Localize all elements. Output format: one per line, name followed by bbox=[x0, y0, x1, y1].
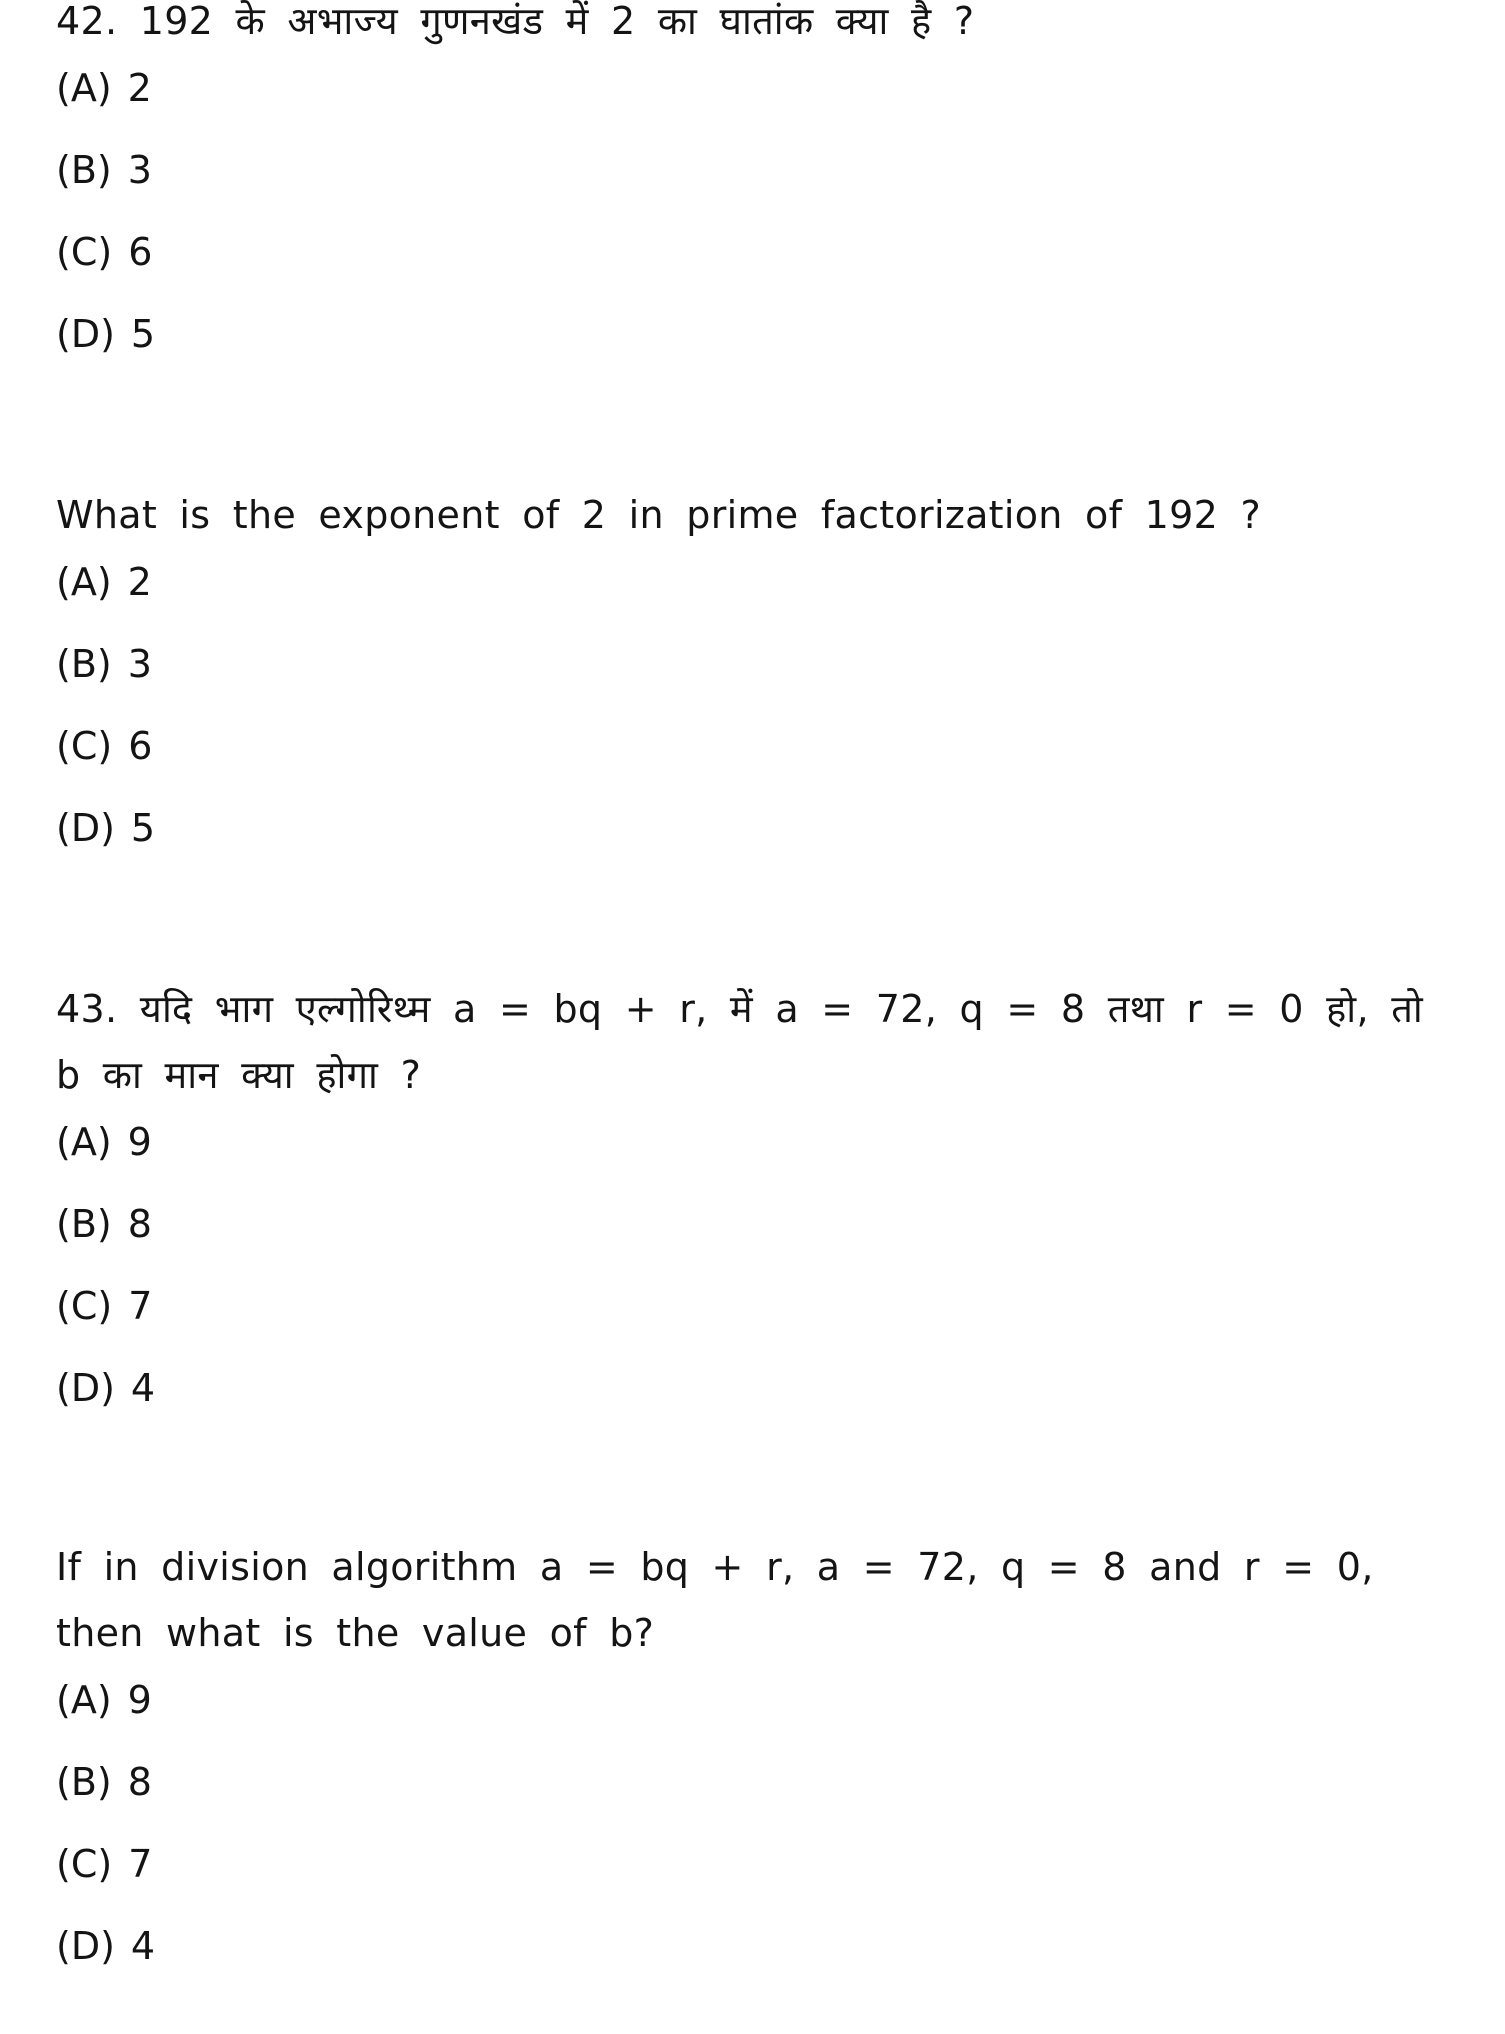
option-key: (A) bbox=[56, 1120, 112, 1164]
option-d[interactable] bbox=[56, 808, 1446, 890]
option-d[interactable] bbox=[56, 1926, 1446, 2008]
option-value: 8 bbox=[127, 1202, 152, 1246]
option-key: (D) bbox=[56, 312, 115, 356]
option-key: (C) bbox=[56, 230, 113, 274]
option-key: (D) bbox=[56, 1924, 115, 1968]
option-b[interactable] bbox=[56, 150, 1446, 232]
option-a[interactable] bbox=[56, 1680, 1446, 1762]
option-d[interactable] bbox=[56, 314, 1446, 396]
option-value: 9 bbox=[127, 1120, 152, 1164]
option-d[interactable] bbox=[56, 1368, 1446, 1450]
option-value: 9 bbox=[127, 1678, 152, 1722]
option-key: (A) bbox=[56, 1678, 112, 1722]
option-value: 3 bbox=[127, 148, 152, 192]
option-c[interactable] bbox=[56, 726, 1446, 808]
option-value: 7 bbox=[128, 1284, 153, 1328]
question-stem: What is the exponent of 2 in prime factorization of 192 ? bbox=[56, 493, 1261, 537]
option-value: 4 bbox=[130, 1366, 156, 1410]
option-value: 5 bbox=[130, 806, 156, 850]
option-c[interactable] bbox=[56, 232, 1446, 314]
option-a[interactable] bbox=[56, 1122, 1446, 1204]
option-c[interactable] bbox=[56, 1844, 1446, 1926]
option-value: 7 bbox=[128, 1842, 153, 1886]
option-b[interactable] bbox=[56, 644, 1446, 726]
option-value: 2 bbox=[127, 66, 152, 110]
question-stem: 42. 192 के अभाज्य गुणनखंड में 2 का घातांक क्या है ? bbox=[56, 0, 975, 43]
option-c[interactable] bbox=[56, 1286, 1446, 1368]
option-value: 4 bbox=[130, 1924, 156, 1968]
option-key: (B) bbox=[56, 642, 112, 686]
option-value: 2 bbox=[127, 560, 152, 604]
option-value: 6 bbox=[128, 724, 153, 768]
options-list bbox=[56, 1122, 1446, 1450]
option-b[interactable] bbox=[56, 1204, 1446, 1286]
options-list bbox=[56, 1680, 1446, 2008]
options-list bbox=[56, 562, 1446, 890]
option-key: (B) bbox=[56, 1202, 112, 1246]
question-43-hindi bbox=[56, 976, 1446, 1450]
question-stem: 43. यदि भाग एल्गोरिथ्म a = bq + r, में a = 72, q = 8 तथा r = 0 हो, तो b का मान क्या होगा ? bbox=[56, 987, 1424, 1097]
option-key: (C) bbox=[56, 1284, 113, 1328]
question-42-hindi bbox=[56, 0, 1446, 396]
question-43-english bbox=[56, 1534, 1446, 2008]
option-value: 5 bbox=[130, 312, 156, 356]
question-stem: If in division algorithm a = bq + r, a = 72, q = 8 and r = 0, then what is the value of b? bbox=[56, 1545, 1374, 1655]
option-key: (D) bbox=[56, 806, 115, 850]
option-value: 8 bbox=[127, 1760, 152, 1804]
option-key: (D) bbox=[56, 1366, 115, 1410]
option-value: 6 bbox=[128, 230, 153, 274]
option-key: (B) bbox=[56, 148, 112, 192]
option-key: (B) bbox=[56, 1760, 112, 1804]
options-list bbox=[56, 68, 1446, 396]
option-key: (A) bbox=[56, 66, 112, 110]
option-b[interactable] bbox=[56, 1762, 1446, 1844]
option-key: (C) bbox=[56, 1842, 113, 1886]
option-a[interactable] bbox=[56, 562, 1446, 644]
option-value: 3 bbox=[127, 642, 152, 686]
option-key: (C) bbox=[56, 724, 113, 768]
option-key: (A) bbox=[56, 560, 112, 604]
question-42-english bbox=[56, 482, 1446, 890]
option-a[interactable] bbox=[56, 68, 1446, 150]
